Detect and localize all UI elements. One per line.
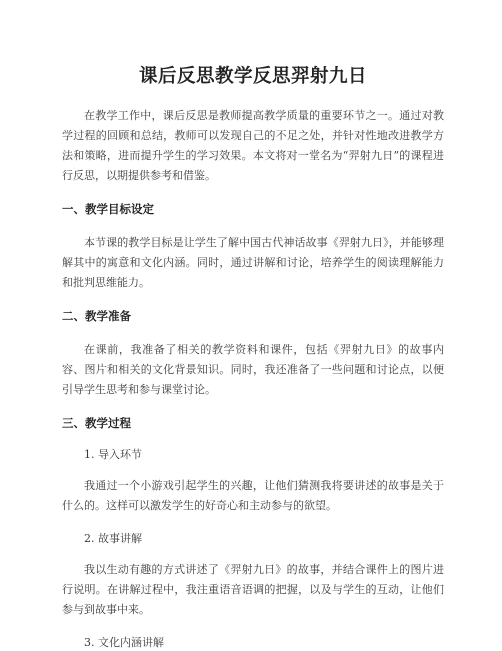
step-label-intro: 1. 导入环节 xyxy=(84,448,142,461)
document-title: 课后反思教学反思羿射九日 xyxy=(138,66,367,87)
section-text-preparation: 在课前，我准备了相关的教学资料和课件，包括《羿射九日》的故事内容、图片和相关的文化背景知识。同时，我还准备了一些问题和讨论点，以便引导学生思考和参与课堂讨论。 xyxy=(62,343,444,396)
step-label-culture: 3. 文化内涵讲解 xyxy=(84,636,164,649)
section-heading-preparation: 二、教学准备 xyxy=(62,309,131,323)
step-text-intro: 我通过一个小游戏引起学生的兴趣，让他们猜测我将要讲述的故事是关于什么的。这样可以激发学生的好奇心和主动参与的欲望。 xyxy=(62,479,444,512)
section-heading-goals: 一、教学目标设定 xyxy=(62,202,154,216)
intro-paragraph: 在教学工作中，课后反思是教师提高教学质量的重要环节之一。通过对教学过程的回顾和总结，教师可以发现自己的不足之处，并针对性地改进教学方法和策略，进而提升学生的学习效果。本文将对一堂名为“羿射九日”的课程进行反思，以期提供参考和借鉴。 xyxy=(62,109,444,182)
section-text-goals: 本节课的教学目标是让学生了解中国古代神话故事《羿射九日》，并能够理解其中的寓意和文化内涵。同时，通过讲解和讨论，培养学生的阅读理解能力和批判思维能力。 xyxy=(62,236,444,289)
section-heading-process: 三、教学过程 xyxy=(62,416,131,430)
step-label-story: 2. 故事讲解 xyxy=(84,532,142,545)
step-text-story: 我以生动有趣的方式讲述了《羿射九日》的故事，并结合课件上的图片进行说明。在讲解过程中，我注重语音语调的把握，以及与学生的互动，让他们参与到故事中来。 xyxy=(62,563,444,616)
